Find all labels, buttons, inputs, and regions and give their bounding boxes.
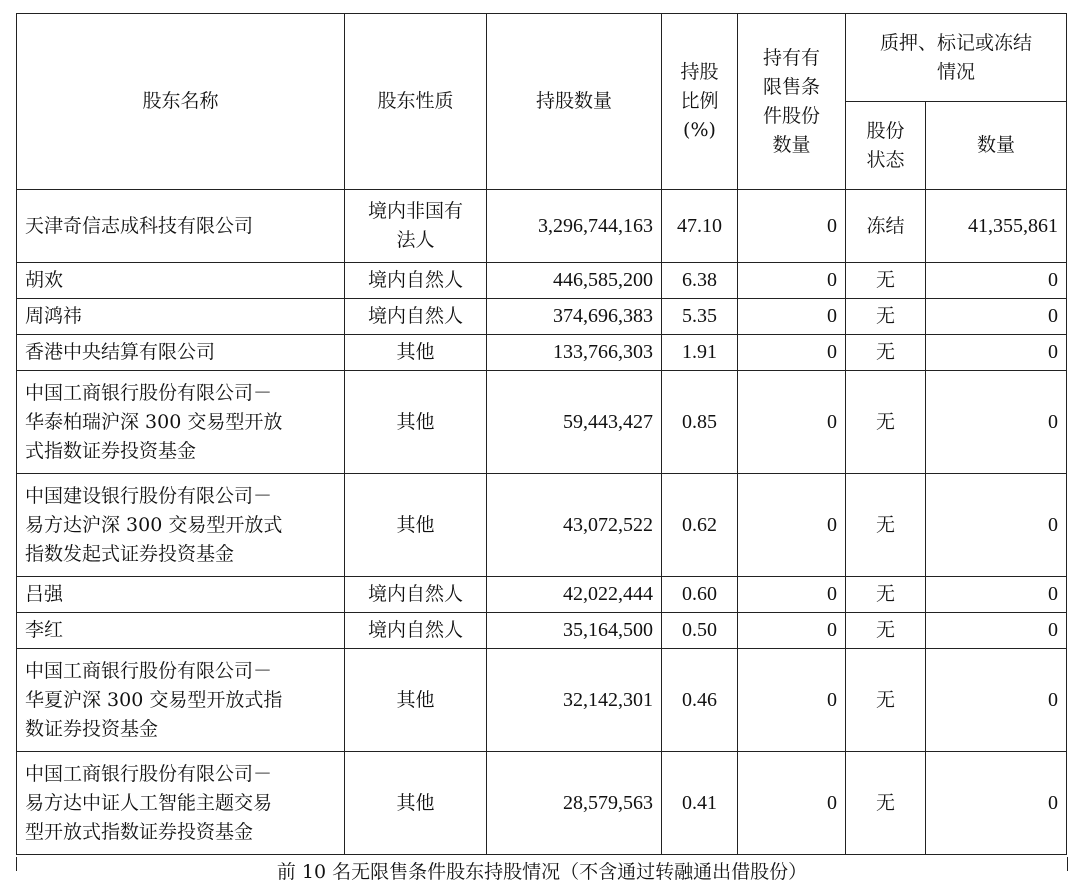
- shareholder-nature-line: 其他: [396, 513, 435, 536]
- pledged-quantity: 0: [926, 474, 1067, 577]
- share-status: 无: [846, 371, 926, 474]
- restricted-shares: 0: [738, 649, 846, 752]
- shareholder-nature-line: 法人: [396, 229, 435, 251]
- table-row: [17, 474, 1067, 577]
- pledged-quantity: 0: [926, 752, 1067, 855]
- shareholder-name-line: 吕强: [25, 583, 64, 605]
- share-status: 无: [846, 752, 926, 855]
- shareholder-name-line: 中国建设银行股份有限公司－: [25, 484, 273, 507]
- restricted-shares: 0: [738, 577, 846, 613]
- share-ratio: 0.62: [662, 474, 738, 577]
- shareholder-nature: [345, 752, 487, 855]
- shareholder-nature: [345, 577, 487, 613]
- restricted-shares: 0: [738, 474, 846, 577]
- share-quantity: 59,443,427: [487, 371, 662, 474]
- share-status: 无: [846, 335, 926, 371]
- share-quantity: 446,585,200: [487, 263, 662, 299]
- share-quantity: 43,072,522: [487, 474, 662, 577]
- restricted-shares: 0: [738, 613, 846, 649]
- table-row: [17, 577, 1067, 613]
- shareholder-name-line: 式指数证券投资基金: [25, 439, 197, 462]
- share-status: 冻结: [846, 190, 926, 263]
- header-ratio-line: (%): [683, 119, 716, 141]
- table-row: [17, 752, 1067, 855]
- table-row: [17, 335, 1067, 371]
- pledged-quantity: 0: [926, 263, 1067, 299]
- share-status: 无: [846, 299, 926, 335]
- share-status: 无: [846, 649, 926, 752]
- pledged-quantity: 0: [926, 335, 1067, 371]
- shareholder-nature-line: 境内自然人: [367, 619, 463, 641]
- header-shareholder-name: 股东名称: [17, 14, 345, 190]
- header-restricted-line: 数量: [772, 133, 811, 156]
- table-continuation: [16, 857, 1068, 883]
- shareholder-name: [17, 371, 345, 474]
- shareholder-nature: [345, 263, 487, 299]
- shareholder-name-line: 中国工商银行股份有限公司－: [25, 762, 273, 785]
- shareholder-name-line: 易方达中证人工智能主题交易: [25, 791, 273, 814]
- restricted-shares: 0: [738, 335, 846, 371]
- pledged-quantity: 0: [926, 371, 1067, 474]
- shareholder-nature: [345, 190, 487, 263]
- header-share-quantity: 持股数量: [487, 14, 662, 190]
- shareholder-nature-line: 其他: [396, 688, 435, 711]
- header-pledged-quantity: 数量: [926, 102, 1067, 190]
- table-row: [17, 299, 1067, 335]
- shareholder-name-line: 胡欢: [25, 269, 64, 291]
- shareholder-nature-line: 其他: [396, 410, 435, 433]
- restricted-shares: 0: [738, 299, 846, 335]
- share-ratio: 0.41: [662, 752, 738, 855]
- share-quantity: 32,142,301: [487, 649, 662, 752]
- header-restricted-line: 件股份: [762, 104, 820, 127]
- shareholder-nature: [345, 474, 487, 577]
- header-pledge-line: 质押、标记或冻结: [880, 31, 1033, 54]
- share-status: 无: [846, 577, 926, 613]
- shareholder-name-line: 李红: [25, 619, 64, 641]
- restricted-shares: 0: [738, 371, 846, 474]
- table-body: [17, 190, 1067, 855]
- shareholder-name: [17, 577, 345, 613]
- header-share-ratio: [662, 14, 738, 190]
- shareholder-name-line: 华泰柏瑞沪深 300 交易型开放: [25, 410, 283, 433]
- shareholder-nature: [345, 299, 487, 335]
- shareholder-table: [16, 13, 1067, 855]
- header-restricted-shares: [738, 14, 846, 190]
- share-ratio: 0.60: [662, 577, 738, 613]
- share-quantity: 35,164,500: [487, 613, 662, 649]
- share-ratio: 47.10: [662, 190, 738, 263]
- shareholder-name-line: 华夏沪深 300 交易型开放式指: [25, 688, 283, 711]
- header-restricted-line: 持有有: [762, 46, 820, 69]
- shareholder-name: [17, 649, 345, 752]
- shareholder-name-line: 天津奇信志成科技有限公司: [25, 214, 254, 237]
- share-status: 无: [846, 613, 926, 649]
- table-row: [17, 190, 1067, 263]
- shareholder-nature-line: 其他: [396, 341, 435, 363]
- shareholder-nature-line: 境内自然人: [367, 269, 463, 291]
- table-row: [17, 371, 1067, 474]
- share-quantity: 133,766,303: [487, 335, 662, 371]
- pledged-quantity: 0: [926, 613, 1067, 649]
- restricted-shares: 0: [738, 190, 846, 263]
- restricted-shares: 0: [738, 263, 846, 299]
- footer-section-title: 前 10 名无限售条件股东持股情况（不含通过转融通出借股份）: [276, 861, 808, 883]
- pledged-quantity: 0: [926, 299, 1067, 335]
- shareholder-name: [17, 299, 345, 335]
- shareholder-nature-line: 境内自然人: [367, 583, 463, 605]
- shareholder-nature: [345, 613, 487, 649]
- header-share-status: [846, 102, 926, 190]
- shareholder-name: [17, 474, 345, 577]
- share-ratio: 6.38: [662, 263, 738, 299]
- share-ratio: 0.50: [662, 613, 738, 649]
- header-shareholder-nature: 股东性质: [345, 14, 487, 190]
- table-row: [17, 263, 1067, 299]
- shareholder-name: [17, 263, 345, 299]
- shareholder-name-line: 指数发起式证券投资基金: [25, 542, 235, 565]
- shareholder-name-line: 香港中央结算有限公司: [25, 341, 216, 363]
- share-quantity: 42,022,444: [487, 577, 662, 613]
- header-pledge-line: 情况: [937, 60, 976, 83]
- share-quantity: 28,579,563: [487, 752, 662, 855]
- shareholder-name-line: 中国工商银行股份有限公司－: [25, 381, 273, 404]
- shareholder-name: [17, 752, 345, 855]
- shareholder-name: [17, 190, 345, 263]
- share-ratio: 0.85: [662, 371, 738, 474]
- header-status-line: 股份: [866, 119, 905, 142]
- table-row: [17, 649, 1067, 752]
- shareholder-name: [17, 335, 345, 371]
- table-row: [17, 613, 1067, 649]
- share-ratio: 1.91: [662, 335, 738, 371]
- shareholder-name-line: 型开放式指数证券投资基金: [25, 820, 254, 843]
- pledged-quantity: 41,355,861: [926, 190, 1067, 263]
- header-pledge-group: [846, 14, 1067, 102]
- pledged-quantity: 0: [926, 577, 1067, 613]
- share-status: 无: [846, 263, 926, 299]
- share-quantity: 3,296,744,163: [487, 190, 662, 263]
- shareholder-nature: [345, 371, 487, 474]
- shareholder-name-line: 周鸿祎: [25, 305, 83, 327]
- shareholder-nature: [345, 649, 487, 752]
- pledged-quantity: 0: [926, 649, 1067, 752]
- header-restricted-line: 限售条: [762, 75, 820, 98]
- header-ratio-line: 比例: [680, 90, 719, 112]
- header-status-line: 状态: [866, 148, 905, 171]
- shareholder-name-line: 易方达沪深 300 交易型开放式: [25, 513, 283, 536]
- share-ratio: 0.46: [662, 649, 738, 752]
- shareholder-name-line: 数证券投资基金: [25, 717, 159, 740]
- shareholder-nature-line: 境内自然人: [367, 305, 463, 327]
- shareholder-name: [17, 613, 345, 649]
- shareholder-name-line: 中国工商银行股份有限公司－: [25, 659, 273, 682]
- shareholder-nature-line: 境内非国有: [367, 200, 463, 222]
- share-status: 无: [846, 474, 926, 577]
- share-ratio: 5.35: [662, 299, 738, 335]
- shareholder-nature-line: 其他: [396, 791, 435, 814]
- share-quantity: 374,696,383: [487, 299, 662, 335]
- shareholder-nature: [345, 335, 487, 371]
- restricted-shares: 0: [738, 752, 846, 855]
- header-ratio-line: 持股: [680, 61, 719, 83]
